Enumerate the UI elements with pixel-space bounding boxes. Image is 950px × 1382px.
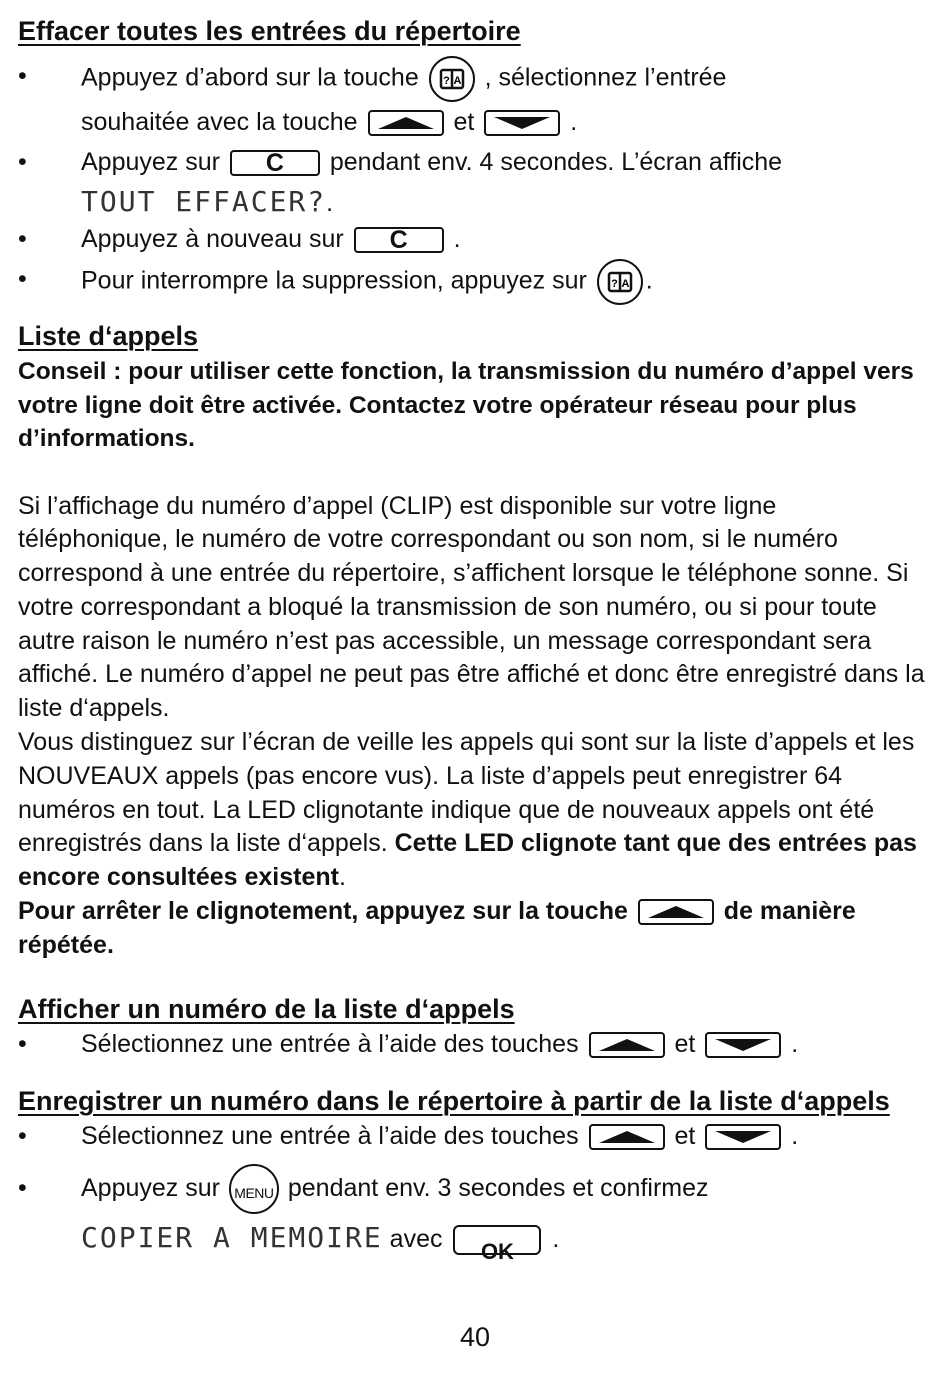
bullet: • [18,1173,27,1202]
ok-key-icon: OK [453,1225,541,1255]
lcd-text-clear-all: TOUT EFFACER? [81,185,327,218]
phonebook-key-icon [429,56,475,102]
bullet: • [18,225,27,253]
clear-key-icon: C [230,150,320,176]
arrow-up-key-icon [589,1124,665,1150]
call-list-paragraph: Vous distinguez sur l’écran de veille les appels qui sont sur la liste d’appels et les NOUVEAUX appels (pas encore vus). La liste d’appels peut enregistrer 64 numéros en tout. La LED clignotante indique que de nouveaux appels ont été enregistrés dans la liste d‘appels. Cette LED clignote tant que des entrées pas encore consultées existent. [18,728,917,892]
arrow-up-key-icon [638,899,714,925]
arrow-down-key-icon [484,110,560,136]
lcd-text-copy-to-memory: COPIER A MEMOIRE [81,1221,383,1255]
list-item: • Pour interrompre la suppression, appuyez sur ? A . [18,259,930,305]
list-item: • Appuyez sur C pendant env. 4 secondes. L’écran affiche TOUT EFFACER?. [18,142,930,223]
clear-key-icon: C [354,227,444,253]
arrow-down-key-icon [705,1124,781,1150]
list-item: • Appuyez d’abord sur la touche ? A , sélectionnez l’entrée souhaitée avec la touche et . [18,56,930,142]
page-number: 40 [459,1322,491,1352]
section-title-call-list: Liste d‘appels [18,321,199,351]
list-item: • Sélectionnez une entrée à l’aide des touches et . [18,1024,930,1064]
svg-text:A: A [453,75,462,87]
bullet: • [18,148,27,176]
call-list-paragraph: Si l’affichage du numéro d’appel (CLIP) est disponible sur votre ligne téléphonique, le numéro de votre correspondant ou son nom, si le numéro correspond à une entrée du répertoire, s’affichent lorsque le téléphone sonne. Si votre correspondant a bloqué la transmission de son numéro, ou si pour toute autre raison le numéro n’est pas accessible, un message correspondant sera affiché. Le numéro d’appel ne peut pas être affiché et donc être enregistré dans la liste d‘appels. [18,491,925,723]
list-item: • Appuyez sur MENU pendant env. 3 secondes et confirmez COPIER A MEMOIRE avec OK . [18,1164,930,1263]
bullet: • [18,1121,27,1150]
bullet: • [18,1029,27,1058]
arrow-up-key-icon [589,1032,665,1058]
svg-text:?: ? [610,278,618,290]
bullet: • [18,62,27,90]
arrow-down-key-icon [705,1032,781,1058]
tip-paragraph: Conseil : pour utiliser cette fonction, la transmission du numéro d’appel vers votre ligne doit être activée. Contactez votre opérateur réseau pour plus d’informations. [18,358,914,452]
svg-text:A: A [621,278,630,290]
arrow-up-key-icon [368,110,444,136]
section-title-show-number: Afficher un numéro de la liste d‘appels [18,993,515,1024]
list-item: • Sélectionnez une entrée à l’aide des touches et . [18,1116,930,1156]
list-item: • Appuyez à nouveau sur C . [18,219,930,259]
stop-blinking-paragraph: Pour arrêter le clignotement, appuyez sur la touche de manière répétée. [18,897,856,959]
svg-text:?: ? [442,75,450,87]
phonebook-key-icon [597,259,643,305]
bullet: • [18,265,27,293]
menu-key-icon: MENU [229,1164,279,1214]
section-title-save-number: Enregistrer un numéro dans le répertoire à partir de la liste d‘appels [18,1085,890,1116]
section-title-clear-directory: Effacer toutes les entrées du répertoire [18,16,521,46]
